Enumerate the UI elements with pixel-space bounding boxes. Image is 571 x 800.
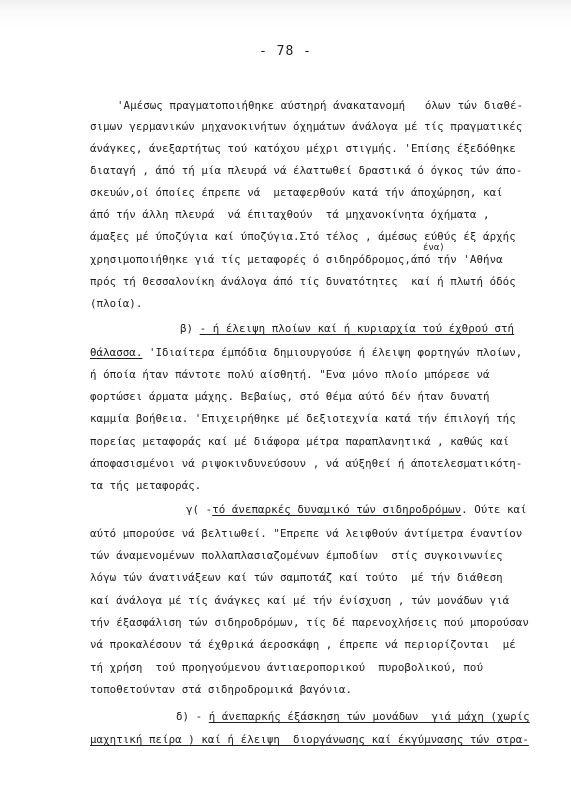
section-d-title-end: μαχητική πείρα ) καί ή έλειψη διοργάνωσης καί έκγύμνασης τών στρα-: [90, 733, 529, 746]
text-line: καί άνάλογα μέ τίς άνάγκες καί μέ τήν ένίσχυση , τών μονάδων γιά: [90, 594, 510, 607]
text-line: φορτώσει άρματα μάχης. Βεβαίως, στό θέμα αύτό δέν ήταν δυνατή: [90, 390, 490, 403]
text-line: ή όποία ήταν πάντοτε πολύ αίσθητή. "Ενα μόνο πλοίο μπόρεσε νά: [90, 368, 490, 381]
text-line: τοποθετούνταν στά σιδηροδρομικά βαγόνια.: [90, 683, 353, 696]
section-d-prefix: δ) -: [176, 710, 203, 723]
section-b-title: - ή έλειψη πλοίων καί ή κυριαρχία τού έχθρού στή: [199, 322, 515, 335]
section-d-heading: [176, 710, 530, 724]
text-line: άνάγκες, άνεξαρτήτως τού κατόχου μέχρι στιγμής. 'Επίσης έξεδόθηκε: [90, 142, 516, 155]
text-line: καμμία βοήθεια. 'Επιχειρήθηκε μέ δεξιοτεχνία κατά τήν έπιλογή τής: [90, 412, 516, 425]
text-line: άποφασισμένοι νά ριψοκινδυνεύσουν , νά αύξηθεί ή άποτελεσματικότη-: [90, 457, 523, 470]
text-line: τών άναμενομένων πολλαπλασιαζομένων έμποδίων στίς συγκοινωνίες: [90, 549, 503, 562]
section-c-suffix: . Ούτε καί: [461, 503, 527, 516]
text-line: τή χρήση τού προηγούμενου άντιαεροπορικού πυροβολικού, πού: [90, 661, 484, 674]
section-b-heading: [180, 322, 514, 336]
text-line: λόγω τών άνατινάξεων καί τών σαμποτάζ καί τούτο μέ τήν διάθεση: [90, 571, 503, 584]
text-line: τα τής μεταφοράς.: [90, 479, 202, 492]
page-number: - 78 -: [259, 44, 312, 59]
text-line: τήν έξασφάλιση τών σιδηροδρόμων, τίς δέ παρενοχλήσεις πού μπορούσαν: [90, 616, 529, 629]
text-line: (πλοία).: [90, 297, 143, 310]
section-d-title: ή άνεπαρκής έξάσκηση τών μονάδων γιά μάχη (χωρίς: [208, 710, 530, 723]
section-c-title: τό άνεπαρκές δυναμικό τών σιδηροδρόμων: [212, 503, 462, 516]
section-b-prefix: β): [180, 322, 194, 335]
handwritten-insert: ένα): [423, 243, 445, 253]
text-line: άπό τήν άλλη πλευρά νά έπιταχθούν τά μηχανοκίνητα όχήματα ,: [90, 208, 490, 221]
text-line: αύτό μπορούσε νά βελτιωθεί. "Επρεπε νά λειφθούν άντίμετρα έναντίον: [90, 527, 523, 540]
section-d-heading-continued: [90, 733, 529, 747]
section-b-title-end: θάλασσα.: [90, 346, 143, 359]
section-b-body-line: [90, 346, 522, 360]
text-line: διαταγή , άπό τή μία πλευρά νά έλαττωθεί δραστικά ό όγκος τών άπο-: [90, 164, 523, 177]
text-line: χρησιμοποιήθηκε γιά τίς μεταφορές ό σιδηρόδρομος,άπό τήν 'Αθήνα: [90, 253, 503, 266]
text-line: άμαξες μέ ύποζύγια καί ύποζύγια.Στό τέλος , άμέσως εύθύς έξ άρχής: [90, 230, 516, 243]
text-line: 'Αμέσως πραγματοποιήθηκε αύστηρή άνακατανομή όλων τών διαθέ-: [117, 99, 524, 112]
text-line: νά προκαλέσουν τά έχθρικά άεροσκάφη , έπρεπε νά περιορίζονται μέ: [90, 638, 516, 651]
text-line: σκευών,οί όποίες έπρεπε νά μεταφερθούν κατά τήν άποχώρηση, καί: [90, 186, 503, 199]
text-line: πορείας μεταφοράς καί μέ διάφορα μέτρα παραπλανητικά , καθώς καί: [90, 435, 510, 448]
section-b-text: 'Ιδιαίτερα έμπόδια δημιουργούσε ή έλειψη φορτηγών πλοίων,: [142, 346, 523, 359]
text-line: πρός τή Θεσσαλονίκη άνάλογα άπό τίς δυνατότητες καί ή πλωτή όδός: [90, 275, 516, 288]
section-c-prefix: γ( -: [186, 503, 213, 516]
text-line: σιμων γερμανικών μηχανοκινήτων όχημάτων άνάλογα μέ τίς πραγματικές: [90, 120, 523, 133]
section-c-heading: [186, 503, 527, 517]
